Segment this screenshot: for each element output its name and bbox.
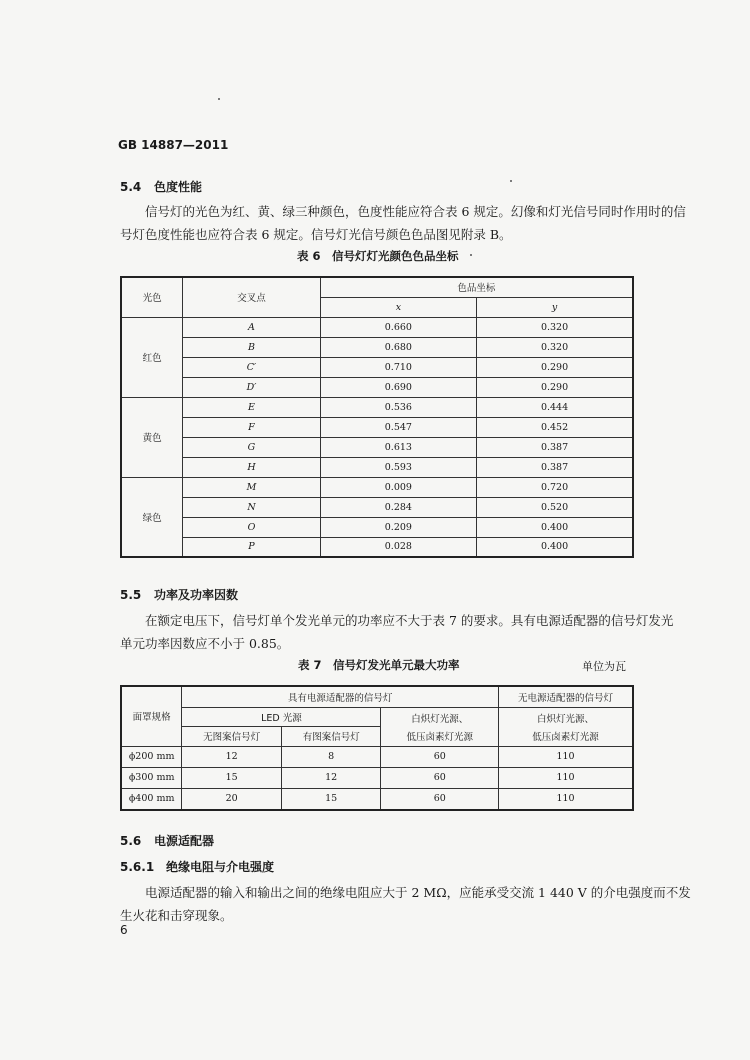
color-group-green: 绿色 <box>121 477 183 557</box>
speck-dot <box>470 254 472 256</box>
speck-dot <box>510 180 512 182</box>
table7-header-with-adapter: 具有电源适配器的信号灯 <box>182 686 499 707</box>
table6-header-coord: 色品坐标 <box>320 277 633 297</box>
without-adapter-cell: 110 <box>499 788 633 810</box>
x-cell: 0.284 <box>320 497 476 517</box>
point-cell: B <box>183 337 320 357</box>
table-row <box>121 767 633 788</box>
table7-body <box>121 746 633 810</box>
point-cell: O <box>183 517 320 537</box>
table7-header-incandescent-b <box>499 707 633 746</box>
y-cell: 0.400 <box>477 517 633 537</box>
x-cell: 0.680 <box>320 337 476 357</box>
table-row <box>121 457 633 477</box>
table6-header-color: 光色 <box>121 277 183 317</box>
point-cell: N <box>183 497 320 517</box>
section-number: 5.5 <box>120 588 142 602</box>
x-cell: 0.660 <box>320 317 476 337</box>
table6-header-x: x <box>320 297 476 317</box>
pattern-cell: 12 <box>281 767 381 788</box>
table6-caption: 表 6 信号灯灯光颜色色品坐标 <box>297 249 459 263</box>
color-group-red: 红色 <box>121 317 183 397</box>
table-row <box>121 788 633 810</box>
x-cell: 0.028 <box>320 537 476 557</box>
table-row <box>121 437 633 457</box>
x-cell: 0.690 <box>320 377 476 397</box>
point-cell: P <box>183 537 320 557</box>
incandescent-line2: 低压卤素灯光源 <box>406 731 473 743</box>
without-adapter-cell: 110 <box>499 746 633 767</box>
pattern-cell: 8 <box>281 746 381 767</box>
section-title: 电源适配器 <box>154 834 215 848</box>
y-cell: 0.720 <box>477 477 633 497</box>
size-cell: ϕ400 mm <box>121 788 182 810</box>
section-5-5-heading <box>120 586 238 603</box>
size-cell: ϕ200 mm <box>121 746 182 767</box>
incandescent-cell: 60 <box>381 746 499 767</box>
no-pattern-cell: 20 <box>182 788 282 810</box>
speck-dot <box>218 98 220 100</box>
pattern-cell: 15 <box>281 788 381 810</box>
y-cell: 0.290 <box>477 377 633 397</box>
table7 <box>120 685 634 811</box>
x-cell: 0.009 <box>320 477 476 497</box>
x-cell: 0.536 <box>320 397 476 417</box>
size-cell: ϕ300 mm <box>121 767 182 788</box>
section-5-6-1-text-line1: 电源适配器的输入和输出之间的绝缘电阻应大于 2 MΩ，应能承受交流 1 440 V 的介电强度而不发 <box>145 885 691 900</box>
point-cell: G <box>183 437 320 457</box>
section-5-5-text-line2: 单元功率因数应不小于 0.85。 <box>120 636 290 651</box>
y-cell: 0.520 <box>477 497 633 517</box>
x-cell: 0.209 <box>320 517 476 537</box>
without-adapter-cell: 110 <box>499 767 633 788</box>
section-5-5-text-line1: 在额定电压下，信号灯单个发光单元的功率应不大于表 7 的要求。具有电源适配器的信号灯发光 <box>145 613 674 628</box>
table-row <box>121 746 633 767</box>
table6-header-point: 交叉点 <box>183 277 320 317</box>
table-row <box>121 357 633 377</box>
point-cell: D′ <box>183 377 320 397</box>
table7-caption: 表 7 信号灯发光单元最大功率 <box>298 658 460 672</box>
table-row <box>121 377 633 397</box>
y-cell: 0.400 <box>477 537 633 557</box>
table7-header-incandescent <box>381 707 499 746</box>
table-row <box>121 517 633 537</box>
section-5-4-text-line2: 号灯色度性能也应符合表 6 规定。信号灯光信号颜色色品图见附录 B。 <box>120 227 512 242</box>
point-cell: M <box>183 477 320 497</box>
section-number: 5.4 <box>120 180 142 194</box>
table6 <box>120 276 634 558</box>
y-cell: 0.320 <box>477 337 633 357</box>
section-5-4-text-line1: 信号灯的光色为红、黄、绿三种颜色，色度性能应符合表 6 规定。幻像和灯光信号同时作用时的信 <box>145 204 686 219</box>
table6-body <box>121 317 633 557</box>
table7-unit: 单位为瓦 <box>582 660 626 673</box>
incandescent-cell: 60 <box>381 788 499 810</box>
incandescent-b-line1: 白炽灯光源、 <box>537 713 595 725</box>
y-cell: 0.387 <box>477 437 633 457</box>
no-pattern-cell: 12 <box>182 746 282 767</box>
standard-code: GB 14887—2011 <box>118 138 229 152</box>
table-row <box>121 337 633 357</box>
point-cell: A <box>183 317 320 337</box>
color-group-yellow: 黄色 <box>121 397 183 477</box>
table7-header-led: LED 光源 <box>182 707 381 726</box>
section-number: 5.6 <box>120 834 142 848</box>
section-5-6-heading <box>120 832 214 849</box>
table-row <box>121 497 633 517</box>
table-row <box>121 477 633 497</box>
section-5-6-1-text-line2: 生火花和击穿现象。 <box>120 908 233 923</box>
section-5-6-1-heading <box>120 858 274 875</box>
x-cell: 0.547 <box>320 417 476 437</box>
table7-header-no-pattern: 无图案信号灯 <box>182 726 282 746</box>
y-cell: 0.387 <box>477 457 633 477</box>
table7-header-without-adapter: 无电源适配器的信号灯 <box>499 686 633 707</box>
x-cell: 0.710 <box>320 357 476 377</box>
incandescent-cell: 60 <box>381 767 499 788</box>
table-row <box>121 537 633 557</box>
incandescent-b-line2: 低压卤素灯光源 <box>532 731 599 743</box>
table-row <box>121 417 633 437</box>
table7-header-pattern: 有图案信号灯 <box>281 726 381 746</box>
section-5-4-heading <box>120 178 202 195</box>
y-cell: 0.290 <box>477 357 633 377</box>
section-number: 5.6.1 <box>120 860 155 874</box>
y-cell: 0.444 <box>477 397 633 417</box>
no-pattern-cell: 15 <box>182 767 282 788</box>
point-cell: C′ <box>183 357 320 377</box>
x-cell: 0.613 <box>320 437 476 457</box>
y-cell: 0.320 <box>477 317 633 337</box>
table6-header-y: y <box>477 297 633 317</box>
table7-header-size: 面罩规格 <box>121 686 182 746</box>
section-title: 绝缘电阻与介电强度 <box>166 860 275 874</box>
point-cell: F <box>183 417 320 437</box>
point-cell: E <box>183 397 320 417</box>
section-title: 色度性能 <box>154 180 203 194</box>
y-cell: 0.452 <box>477 417 633 437</box>
page-number: 6 <box>120 923 128 937</box>
section-title: 功率及功率因数 <box>154 588 239 602</box>
table-row <box>121 317 633 337</box>
x-cell: 0.593 <box>320 457 476 477</box>
table-row <box>121 397 633 417</box>
incandescent-line1: 白炽灯光源、 <box>411 713 469 725</box>
point-cell: H <box>183 457 320 477</box>
